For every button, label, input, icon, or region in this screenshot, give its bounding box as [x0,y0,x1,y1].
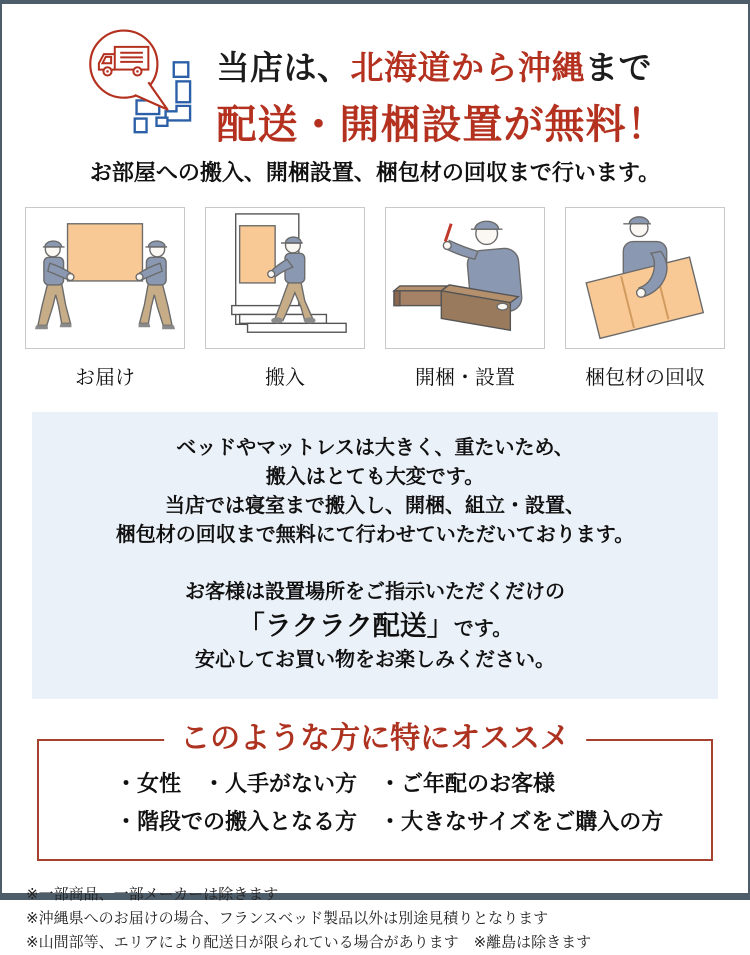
info-line: 搬入はとても大変です。 [265,466,485,488]
recommend-row-2: ・階段での搬入となる方 ・大きなサイズをご購入の方 [115,808,664,834]
page-title-line1: 当店は、北海道から沖縄まで [216,49,652,86]
page-title-line2: 配送・開梱設置が無料！ [216,103,668,147]
footnote: ※一部商品、一部メーカーは除きます [26,885,279,903]
worker-unpacking-assembling-illustration [385,207,545,349]
info-line: ベッドやマットレスは大きく、重たいため、 [176,437,574,459]
info-line: お客様は設置場所をご指示いただくだけの [185,581,565,603]
two-workers-carrying-box-illustration [25,207,185,349]
recommend-box [37,722,713,861]
step-unpack-setup [385,207,545,390]
step-packaging-collection [565,207,725,390]
recommend-row-1: ・女性 ・人手がない方 ・ご年配のお客様 [115,771,556,797]
info-line-highlight: 「ラクラク配送」です。 [237,611,513,641]
footnote: ※山間部等、エリアにより配送日が限られている場合があります ※離島は除きます [26,933,592,951]
footnote: ※沖縄県へのお届けの場合、フランスベッド製品以外は別途見積りとなります [26,909,549,927]
step-carry-in [205,207,365,390]
truck-icon [90,31,167,110]
step-label-carry-in: 搬入 [265,367,305,389]
step-label-packaging-collection: 梱包材の回収 [585,367,705,389]
step-delivery [25,207,185,390]
step-label-delivery: お届け [75,367,135,389]
delivery-steps [32,207,718,390]
header [2,26,748,150]
worker-collecting-cardboard-illustration [565,207,725,349]
worker-carrying-box-up-stairs-illustration [205,207,365,349]
header-subtitle: お部屋への搬入、開梱設置、梱包材の回収まで行います。 [89,160,661,185]
info-line: 安心してお買い物をお楽しみください。 [195,649,555,672]
footnotes [26,883,748,955]
recommend-title: このような方に特にオススメ [164,724,586,754]
header-text [217,26,668,150]
info-line: 梱包材の回収まで無料にて行わせていただいております。 [115,524,635,546]
info-line: 当店では寝室まで搬入し、開梱、組立・設置、 [165,495,585,517]
rakuraku-delivery-info-box [32,412,718,699]
step-label-unpack-setup: 開梱・設置 [415,367,515,389]
truck-speech-bubble-japan-map-icon [83,26,201,146]
